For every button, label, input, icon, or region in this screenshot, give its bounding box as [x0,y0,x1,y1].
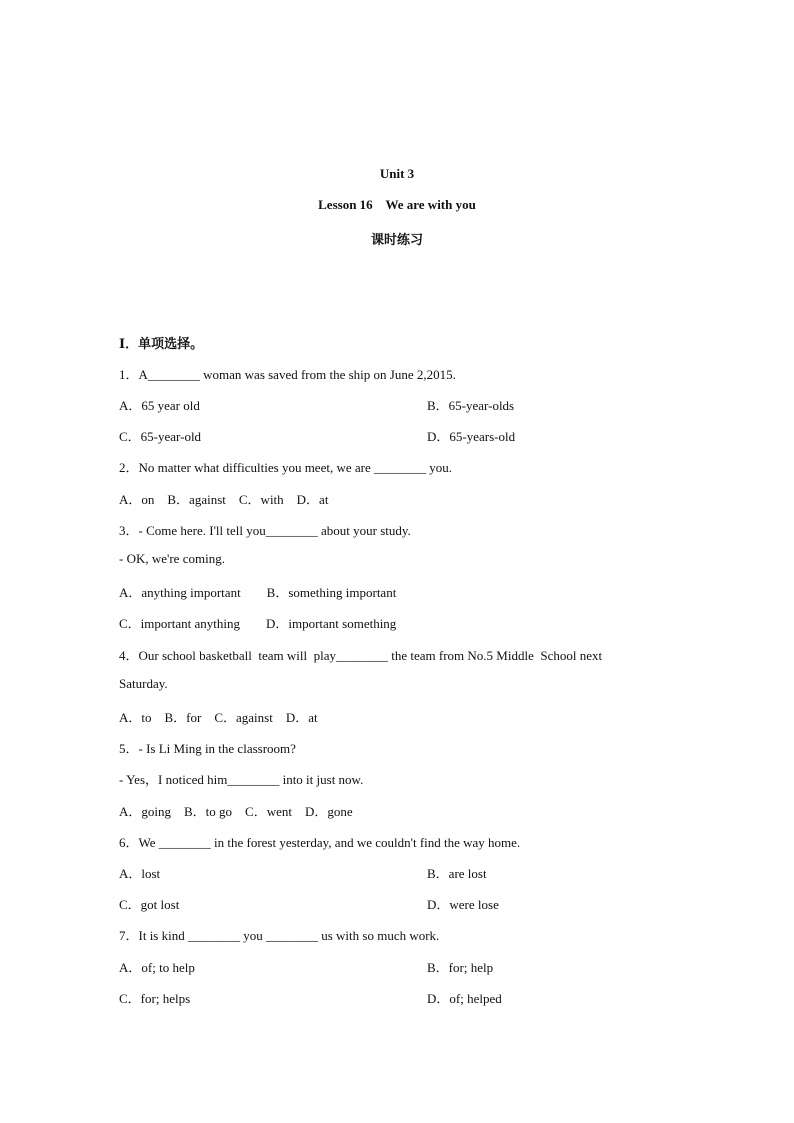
question-3-options-ab: A．anything important B．something important [119,585,397,600]
question-7-stem: 7．It is kind ________ you ________ us with so much work. [119,928,440,943]
question-1-option-c: C．65-year-old [119,429,202,444]
question-7-option-b: B．for; help [427,960,494,975]
question-6-option-d: D．were lose [427,897,499,912]
question-5-reply: - Yes，I noticed him________ into it just now. [119,772,364,787]
question-3-reply: - OK, we're coming. [119,551,225,566]
unit-title: Unit 3 [379,166,415,181]
question-1-stem: 1．A________ woman was saved from the ship on June 2,2015. [119,367,456,382]
question-7-option-d: D．of; helped [427,991,502,1006]
question-4-stem-continued: Saturday. [119,676,168,691]
question-2-stem: 2．No matter what difficulties you meet, we are ________ you. [119,460,452,475]
question-5-stem: 5．- Is Li Ming in the classroom? [119,741,296,756]
question-6-stem: 6．We ________ in the forest yesterday, and we couldn't find the way home. [119,835,521,850]
question-3-options-cd: C．important anything D．important something [119,616,397,631]
question-1-option-b: B．65-year-olds [427,398,515,413]
section-heading: Ⅰ．单项选择。 [119,336,204,351]
question-2-options: A．on B．against C．with D．at [119,492,329,507]
question-7-option-c: C．for; helps [119,991,191,1006]
question-1-option-a: A．65 year old [119,398,200,413]
question-6-option-a: A．lost [119,866,161,881]
question-7-option-a: A．of; to help [119,960,195,975]
question-6-option-b: B．are lost [427,866,487,881]
question-5-options: A．going B．to go C．went D．gone [119,804,353,819]
question-4-stem: 4．Our school basketball team will play________ the team from No.5 Middle School next [119,648,603,663]
lesson-title: Lesson 16 We are with you [318,197,476,212]
question-4-options: A．to B．for C．against D．at [119,710,318,725]
question-3-stem: 3．- Come here. I'll tell you________ about your study. [119,523,411,538]
exercise-subtitle: 课时练习 [370,232,423,247]
question-6-option-c: C．got lost [119,897,180,912]
question-1-option-d: D．65-years-old [427,429,516,444]
